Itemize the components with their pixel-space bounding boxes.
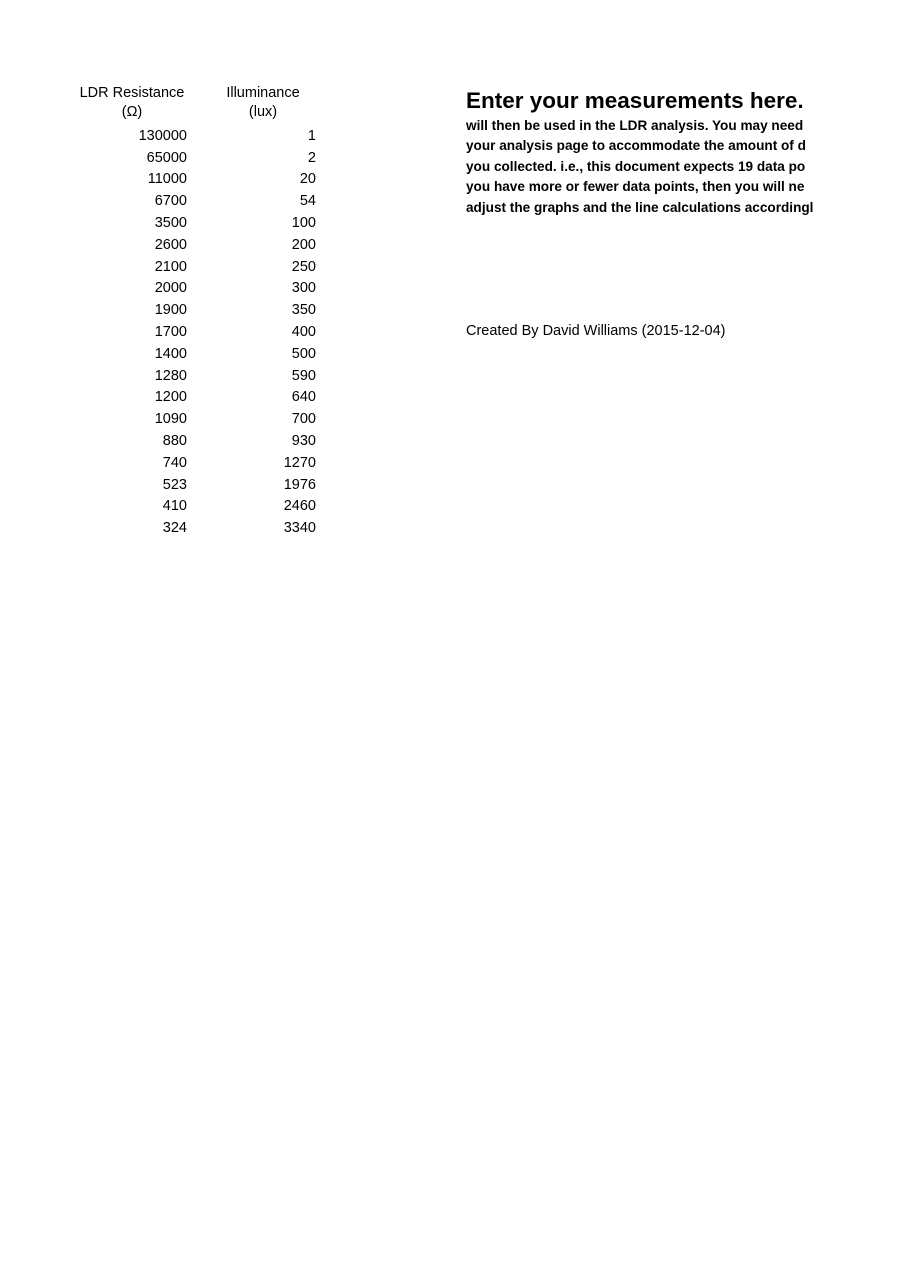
illuminance-cell[interactable]: 250 xyxy=(291,258,316,275)
illuminance-cell[interactable]: 1976 xyxy=(283,476,316,493)
illuminance-column-header xyxy=(213,84,313,122)
table-row xyxy=(74,256,316,278)
instructions-line: you collected. i.e., this document expects 19 data po xyxy=(466,158,806,174)
instructions-line: you have more or fewer data points, then you will ne xyxy=(466,179,805,195)
instructions-line: your analysis page to accommodate the amount of d xyxy=(466,138,806,154)
resistance-cell[interactable]: 1090 xyxy=(154,411,187,428)
table-row xyxy=(74,517,316,539)
instructions-title: Enter your measurements here. xyxy=(466,88,804,113)
illuminance-cell[interactable]: 100 xyxy=(291,215,316,232)
resistance-cell[interactable]: 65000 xyxy=(146,149,187,166)
resistance-cell[interactable]: 1900 xyxy=(154,302,187,319)
resistance-cell[interactable]: 1400 xyxy=(154,345,187,362)
table-row xyxy=(74,365,316,387)
illuminance-cell[interactable]: 400 xyxy=(291,324,316,341)
instructions-block xyxy=(466,86,834,218)
table-row xyxy=(74,452,316,474)
resistance-cell[interactable]: 324 xyxy=(162,520,187,537)
table-row xyxy=(74,169,316,191)
measurements-table xyxy=(74,125,316,539)
illuminance-cell[interactable]: 54 xyxy=(299,193,316,210)
resistance-cell[interactable]: 1280 xyxy=(154,367,187,384)
table-row xyxy=(74,299,316,321)
resistance-header-line-1: LDR Resistance xyxy=(79,85,185,101)
table-row xyxy=(74,147,316,169)
table-row xyxy=(74,234,316,256)
illuminance-header-line-2: (lux) xyxy=(248,104,278,120)
resistance-cell[interactable]: 2100 xyxy=(154,258,187,275)
resistance-column-header xyxy=(74,84,190,122)
illuminance-cell[interactable]: 700 xyxy=(291,411,316,428)
illuminance-cell[interactable]: 20 xyxy=(299,171,316,188)
resistance-cell[interactable]: 1700 xyxy=(154,324,187,341)
instructions-line: will then be used in the LDR analysis. You may need xyxy=(466,118,804,133)
resistance-header-line-2: (Ω) xyxy=(121,104,143,120)
resistance-cell[interactable]: 1200 xyxy=(154,389,187,406)
illuminance-header-line-1: Illuminance xyxy=(226,85,300,101)
resistance-cell[interactable]: 523 xyxy=(162,476,187,493)
illuminance-cell[interactable]: 200 xyxy=(291,236,316,253)
resistance-cell[interactable]: 6700 xyxy=(154,193,187,210)
instructions-line: adjust the graphs and the line calculations accordingl xyxy=(466,199,814,215)
table-row xyxy=(74,321,316,343)
illuminance-cell[interactable]: 500 xyxy=(291,345,316,362)
illuminance-cell[interactable]: 1270 xyxy=(283,454,316,471)
table-row xyxy=(74,496,316,518)
table-row xyxy=(74,278,316,300)
illuminance-cell[interactable]: 590 xyxy=(291,367,316,384)
illuminance-cell[interactable]: 640 xyxy=(291,389,316,406)
table-row xyxy=(74,125,316,147)
table-row xyxy=(74,212,316,234)
resistance-cell[interactable]: 130000 xyxy=(138,127,187,144)
illuminance-cell[interactable]: 1 xyxy=(307,127,316,144)
resistance-cell[interactable]: 11000 xyxy=(147,171,187,188)
illuminance-cell[interactable]: 3340 xyxy=(283,520,316,537)
table-row xyxy=(74,408,316,430)
table-row xyxy=(74,430,316,452)
author-credit: Created By David Williams (2015-12-04) xyxy=(466,323,726,339)
table-row xyxy=(74,387,316,409)
resistance-cell[interactable]: 410 xyxy=(162,498,187,515)
resistance-cell[interactable]: 740 xyxy=(162,454,187,471)
table-row xyxy=(74,474,316,496)
resistance-cell[interactable]: 2000 xyxy=(154,280,187,297)
resistance-cell[interactable]: 2600 xyxy=(154,236,187,253)
illuminance-cell[interactable]: 2460 xyxy=(283,498,316,515)
illuminance-cell[interactable]: 930 xyxy=(291,433,316,450)
illuminance-cell[interactable]: 300 xyxy=(291,280,316,297)
resistance-cell[interactable]: 3500 xyxy=(154,215,187,232)
illuminance-cell[interactable]: 350 xyxy=(291,302,316,319)
table-row xyxy=(74,343,316,365)
illuminance-cell[interactable]: 2 xyxy=(307,149,316,166)
resistance-cell[interactable]: 880 xyxy=(162,433,187,450)
table-row xyxy=(74,190,316,212)
